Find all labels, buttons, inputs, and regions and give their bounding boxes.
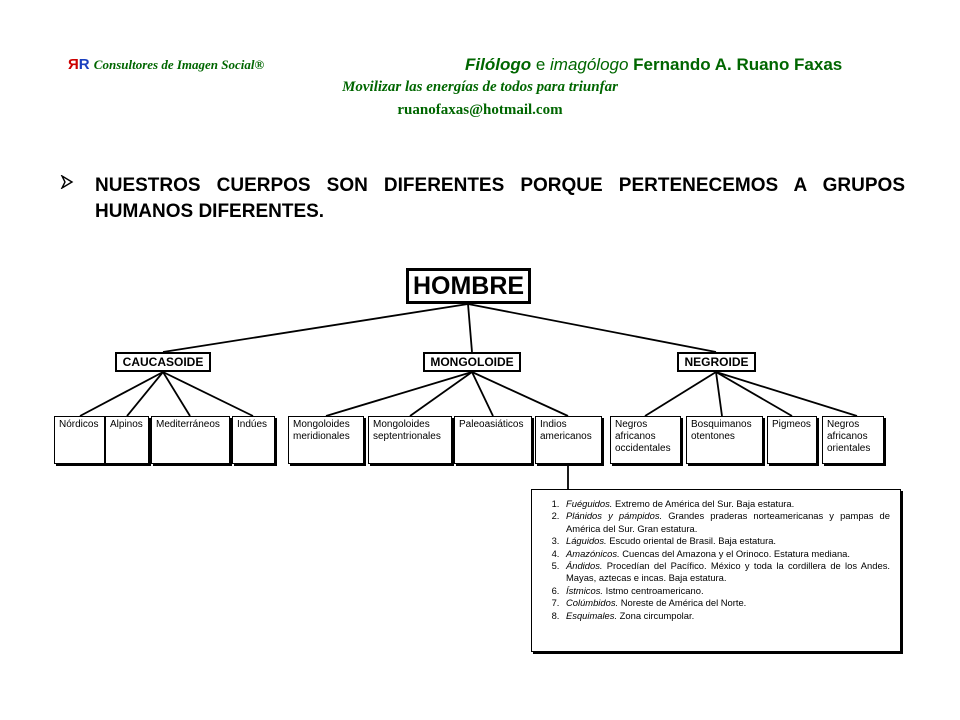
- indios-americanos-notes: [531, 489, 901, 652]
- company-name: Consultores de Imagen Social®: [93, 57, 265, 72]
- node-hombre: HOMBRE: [406, 268, 531, 304]
- notes-list: [540, 498, 890, 622]
- note-item: 4. Amazónicos. Cuencas del Amazona y el Orinoco. Estatura mediana.: [562, 548, 890, 560]
- note-item: 1. Fuéguidos. Extremo de América del Sur. Baja estatura.: [562, 498, 890, 510]
- logo-letter-r-reversed: Я: [68, 56, 79, 73]
- author-role: Filólogo: [465, 55, 532, 74]
- node-negros-africanos-orientales: Negros africanos orientales: [822, 416, 884, 464]
- note-item: 3. Láguidos. Escudo oriental de Brasil. Baja estatura.: [562, 535, 890, 547]
- node-nordicos: Nórdicos: [54, 416, 105, 464]
- node-alpinos: Alpinos: [105, 416, 149, 464]
- note-item: 5. Ándidos. Procedían del Pacífico. México y toda la cordillera de los Andes. Mayas, aztecas e incas. Baja estatura.: [562, 560, 890, 585]
- node-negros-africanos-occidentales: Negros africanos occidentales: [610, 416, 681, 464]
- slide-heading: NUESTROS CUERPOS SON DIFERENTES PORQUE PERTENECEMOS A GRUPOS HUMANOS DIFERENTES.: [95, 175, 905, 222]
- node-pigmeos: Pigmeos: [767, 416, 817, 464]
- node-indues: Indúes: [232, 416, 275, 464]
- author-role-2: imagólogo: [550, 55, 629, 74]
- note-item: 2. Plánidos y pámpidos. Grandes praderas norteamericanas y pampas de América del Sur. Gran estatura.: [562, 510, 890, 535]
- node-caucasoide: CAUCASOIDE: [115, 352, 211, 372]
- email: ruanofaxas@hotmail.com: [397, 102, 563, 118]
- note-item: 7. Colúmbidos. Noreste de América del Norte.: [562, 597, 890, 609]
- node-mediterraneos: Mediterráneos: [151, 416, 230, 464]
- note-item: 6. Ístmicos. Istmo centroamericano.: [562, 585, 890, 597]
- node-bosquimanos-otentones: Bosquimanos otentones: [686, 416, 763, 464]
- logo-letter-r: R: [78, 56, 90, 73]
- node-mongoloide: MONGOLOIDE: [423, 352, 521, 372]
- author-line: Filólogo e imagólogo Fernando A. Ruano Faxas: [465, 55, 843, 74]
- author-name: Fernando A. Ruano Faxas: [628, 55, 843, 74]
- node-paleoasiaticos: Paleoasiáticos: [454, 416, 532, 464]
- slogan: Movilizar las energías de todos para triunfar: [342, 79, 618, 95]
- note-item: 8. Esquimales. Zona circumpolar.: [562, 610, 890, 622]
- node-mongoloides-meridionales: Mongoloides meridionales: [288, 416, 364, 464]
- node-negroide: NEGROIDE: [677, 352, 756, 372]
- node-mongoloides-septentrionales: Mongoloides septentrionales: [368, 416, 452, 464]
- node-indios-americanos: Indios americanos: [535, 416, 602, 464]
